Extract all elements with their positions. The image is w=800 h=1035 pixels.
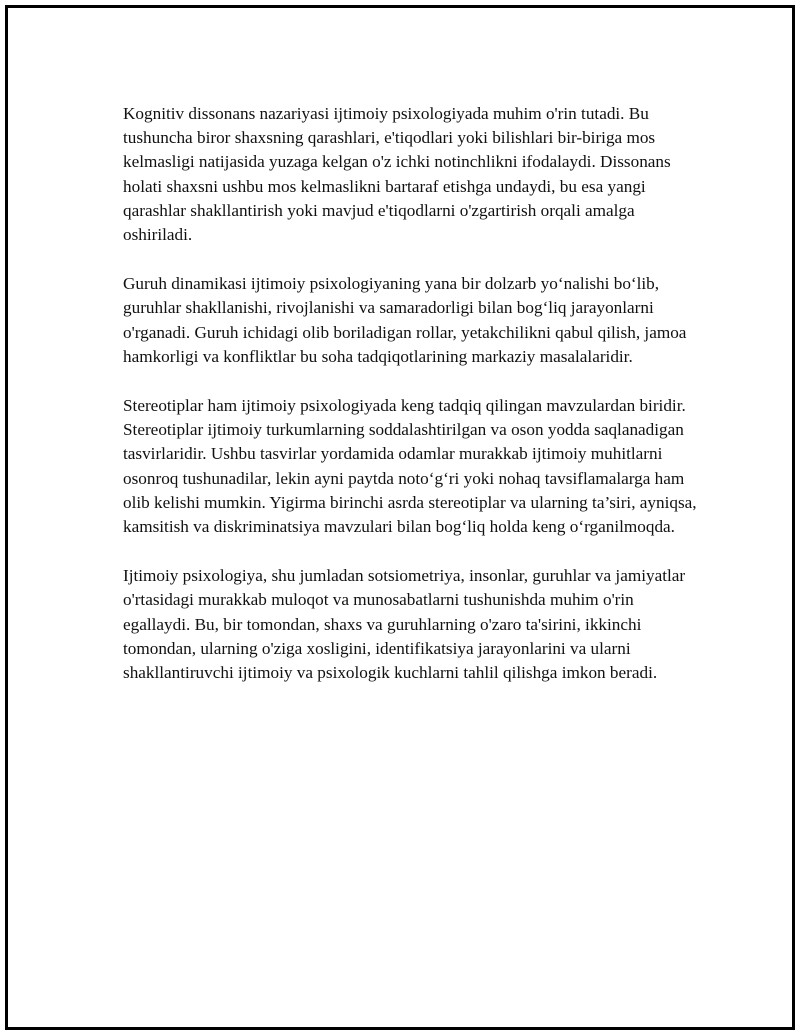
paragraph-social-psychology-summary: Ijtimoiy psixologiya, shu jumladan sotsiometriya, insonlar, guruhlar va jamiyatlar o'rtasidagi murakkab muloqot va munosabatlarni tushunishda muhim o'rin egallaydi. Bu, bir tomondan, shaxs va guruhlarning o'zaro ta'sirini, ikkinchi tomondan, ularning o'ziga xosligini, identifikatsiya jarayonlarini va ularni shakllantiruvchi ijtimoiy va psixologik kuchlarni tahlil qilishga imkon beradi.: [123, 566, 686, 683]
paragraph-stereotypes: Stereotiplar ham ijtimoiy psixologiyada keng tadqiq qilingan mavzulardan biridir. Stereotiplar ijtimoiy turkumlarning soddalashtirilgan va oson yodda saqlanadigan tasvirlaridir. Ushbu tasvirlar yordamida odamlar murakkab ijtimoiy muhitlarni osonroq tushunadilar, lekin ayni paytda noto‘g‘ri yoki nohaq tavsiflamalarga ham olib kelishi mumkin. Yigirma birinchi asrda stereotiplar va ularning ta’siri, ayniqsa, kamsitish va diskriminatsiya mavzulari bilan bog‘liq holda keng o‘rganilmoqda.: [123, 396, 697, 537]
document-body: [123, 102, 698, 710]
page-frame: [5, 5, 795, 1030]
paragraph-cognitive-dissonance: Kognitiv dissonans nazariyasi ijtimoiy psixologiyada muhim o'rin tutadi. Bu tushuncha biror shaxsning qarashlari, e'tiqodlari yoki bilishlari bir-biriga mos kelmasligi natijasida yuzaga kelgan o'z ichki notinchlikni ifodalaydi. Dissonans holati shaxsni ushbu mos kelmaslikni bartaraf etishga undaydi, bu esa yangi qarashlar shakllantirish yoki mavjud e'tiqodlarni o'zgartirish orqali amalga oshiriladi.: [123, 104, 671, 245]
paragraph-group-dynamics: Guruh dinamikasi ijtimoiy psixologiyaning yana bir dolzarb yo‘nalishi bo‘lib, guruhlar shakllanishi, rivojlanishi va samaradorligi bilan bog‘liq jarayonlarni o'rganadi. Guruh ichidagi olib boriladigan rollar, yetakchilikni qabul qilish, jamoa hamkorligi va konfliktlar bu soha tadqiqotlarining markaziy masalalaridir.: [123, 274, 687, 366]
